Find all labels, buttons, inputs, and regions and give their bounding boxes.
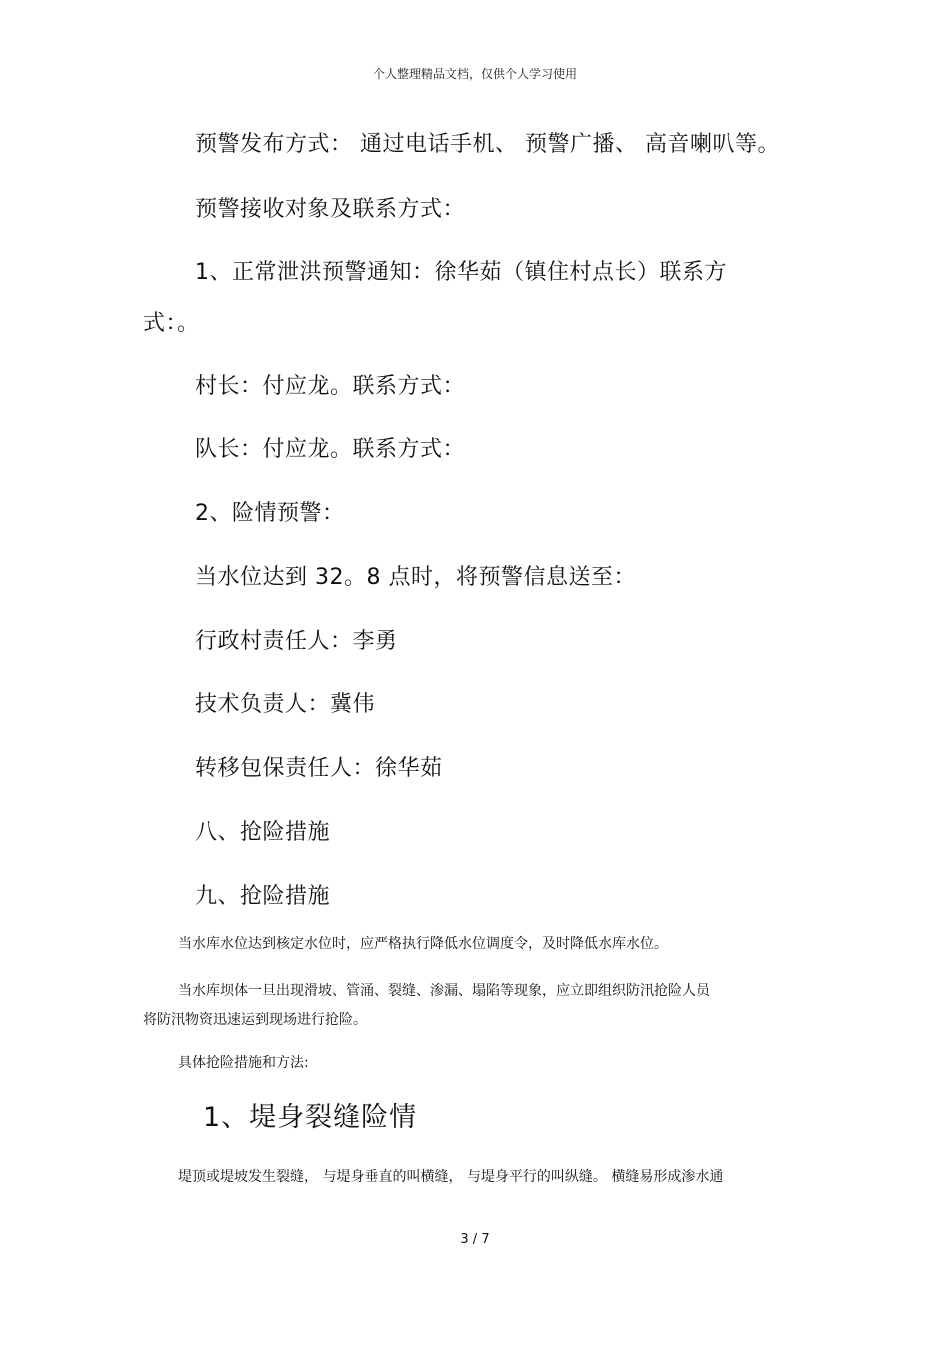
water-level-rule: 当水库水位达到核定水位时，应严格执行降低水位调度令，及时降低水库水位。	[178, 936, 668, 952]
normal-discharge-notice-cont: 式：。	[143, 311, 200, 336]
specific-measures-heading: 具体抢险措施和方法:	[178, 1055, 309, 1071]
technical-responsible: 技术负责人：冀伟	[195, 692, 376, 717]
page-header-note: 个人整理精品文档，仅供个人学习使用	[372, 67, 577, 81]
page-number: 3 / 7	[460, 1232, 490, 1247]
warning-recipients-heading: 预警接收对象及联系方式：	[195, 197, 466, 222]
admin-village-responsible: 行政村责任人：李勇	[195, 629, 398, 654]
team-leader-contact: 队长：付应龙。联系方式：	[195, 437, 466, 462]
danger-warning-heading: 2、险情预警：	[195, 501, 345, 526]
section-nine-heading: 九、抢险措施	[195, 884, 331, 909]
crack-danger-heading: 1、堤身裂缝险情	[203, 1102, 418, 1133]
dam-failure-rule: 当水库坝体一旦出现滑坡、管涌、裂缝、渗漏、塌陷等现象，应立即组织防汛抢险人员	[178, 983, 710, 999]
crack-description: 堤顶或堤坡发生裂缝， 与堤身垂直的叫横缝， 与堤身平行的叫纵缝。 横缝易形成渗水通	[178, 1169, 724, 1185]
dam-failure-rule-cont: 将防汛物资迅速运到现场进行抢险。	[143, 1012, 367, 1028]
section-eight-heading: 八、抢险措施	[195, 820, 331, 845]
relocation-responsible: 转移包保责任人：徐华茹	[195, 756, 443, 781]
normal-discharge-notice: 1、正常泄洪预警通知：徐华茹（镇住村点长）联系方	[195, 260, 727, 285]
village-head-contact: 村长：付应龙。联系方式：	[195, 374, 466, 399]
water-level-trigger: 当水位达到 32。8 点时，将预警信息送至：	[195, 565, 636, 590]
warning-release-method: 预警发布方式： 通过电话手机、 预警广播、 高音喇叭等。	[195, 132, 780, 157]
